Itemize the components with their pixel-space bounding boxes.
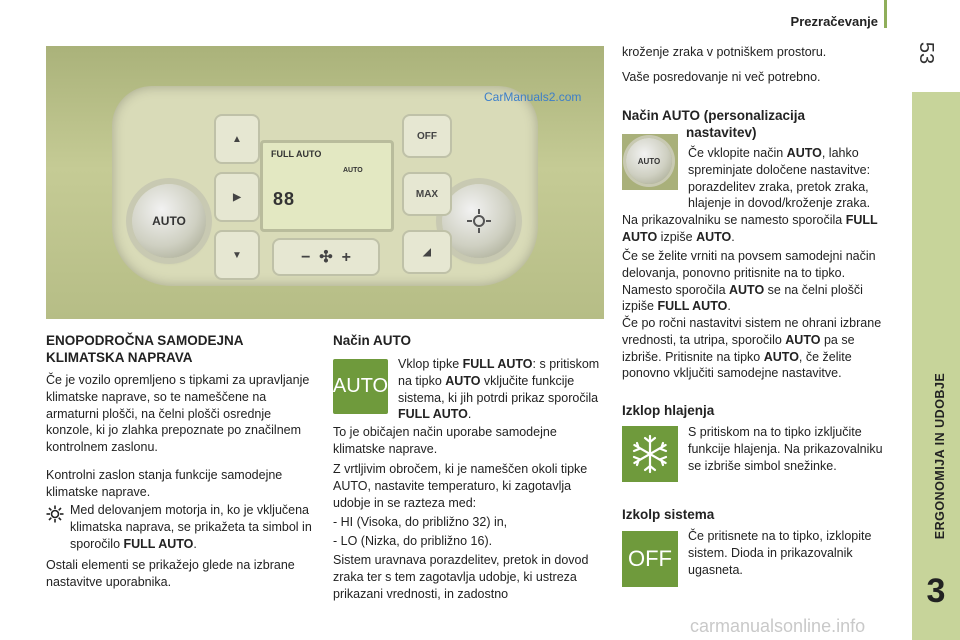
auto-dial: AUTO [132,184,206,258]
section-title-cooling-off: Izklop hlajenja [622,403,715,418]
paragraph: S pritiskom na to tipko izključite funkcije hlajenja. Na prikazovalniku se izbriše simbol snežinke. [688,425,883,473]
up-arrow-icon: ▲ [214,114,260,164]
control-panel [112,86,538,286]
auto-button-photo [622,134,678,190]
section-title-system-off: Izkolp sistema [622,507,715,522]
paragraph: Ostali elementi se prikažejo glede na izbrane nastavitve uporabnika. [46,558,295,589]
down-arrow-icon: ▼ [214,230,260,280]
paragraph: Če je vozilo opremljeno s tipkami za upravljanje klimatske naprave, so te nameščene na armaturni plošči, na čelni plošči osrednje konzole, ki jo zlahka prepoznate po značilnem kontrolnem zaslonu. [46,373,310,455]
paragraph: Med delovanjem motorja in, ko je vključena klimatska naprava, se prikažeta ta simbol in sporočilo FULL AUTO. [70,503,312,551]
paragraph: To je običajen način uporabe samodejne klimatske naprave. [333,425,557,456]
watermark-bottom: carmanualsonline.info [690,616,866,636]
fan-speed-control: − ✣ + [272,238,380,276]
list-item: - LO (Nizka, do približno 16). [333,534,493,548]
auto-dial-small: AUTO [626,138,672,184]
paragraph: Z vrtljivim obročem, ki je nameščen okoli tipke AUTO, nastavite temperaturo, ki zagotavlja udobje in se razteza med: [333,462,588,510]
climate-panel-photo [46,46,604,319]
section-title-auto-personalization: Način AUTO (personalizacija nastavitev) [622,108,806,140]
off-button-icon: OFF [622,531,678,587]
paragraph: Sistem uravnava porazdelitev, pretok in dovod zraka ter s tem zagotavlja udobje, ki ustreza prikazani vrednosti, in zadostno [333,553,589,601]
header-divider [884,0,887,28]
paragraph: kroženje zraka v potniškem prostoru. Vaše posredovanje ni več potrebno. [622,45,827,84]
right-arrow-icon: ▶ [214,172,260,222]
paragraph: Kontrolni zaslon stanja funkcije samodejne klimatske naprave. [46,468,283,499]
recirculation-icon: ◢ [402,230,452,274]
paragraph: Če pritisnete na to tipko, izklopite sistem. Dioda in prikazovalnik ugasneta. [688,529,872,577]
off-button-photo: OFF [402,114,452,158]
paragraph: Če se želite vrniti na povsem samodejni način delovanja, ponovno pritisnite na to tipko. Namesto sporočila AUTO se na čelni plošči izpiše FULL AUTO. [622,249,876,314]
list-item: - HI (Visoka, do približno 32) in, [333,515,508,529]
sun-symbol-icon [46,505,64,523]
lcd-digits: 88 [273,189,296,209]
auto-button-icon: AUTO [333,359,388,414]
lcd-auto: AUTO [343,167,363,174]
paragraph: Vklop tipke FULL AUTO: s pritiskom na tipko AUTO vključite funkcije sistema, ki jih potrdi prikaz sporočila FULL AUTO. [398,357,600,422]
section-title-auto-ac: ENOPODROČNA SAMODEJNA KLIMATSKA NAPRAVA [46,333,244,365]
section-title-auto-mode: Način AUTO [333,333,412,348]
snowflake-icon [622,426,678,482]
fan-dial [442,184,516,258]
lcd-full-auto: FULL AUTO [271,149,322,159]
paragraph: Če vklopite način AUTO, lahko spreminjate določene nastavitve: porazdelitev zraka, pretok zraka, hlajenje in dovod/kroženje zraka. [688,146,871,211]
header-title: Prezračevanje [790,14,878,29]
paragraph: Če po ročni nastavitvi sistem ne ohrani izbrane vrednosti, ta utripa, sporočilo AUTO pa se izbriše. Pritisnite na tipko AUTO, če želite ponovno vključiti samodejne nastavitve. [622,316,882,381]
sun-icon [466,208,492,234]
chapter-number: 3 [926,572,946,610]
chapter-side-label: ERGONOMIJA IN UDOBJE [933,372,947,540]
page-number: 53 [915,41,937,65]
max-button-photo: MAX [402,172,452,216]
watermark-top: CarManuals2.com [484,90,582,104]
paragraph: Na prikazovalniku se namesto sporočila FULL AUTO izpiše AUTO. [622,213,878,244]
lcd-display [260,140,394,232]
